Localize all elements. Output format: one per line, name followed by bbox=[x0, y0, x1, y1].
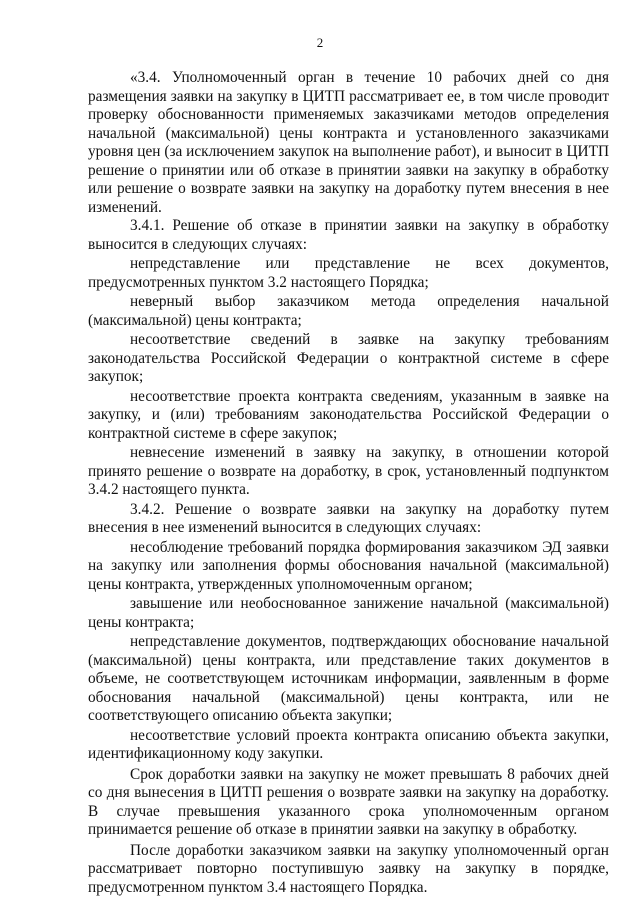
paragraph-after-revision: После доработки заказчиком заявки на закупку уполномоченный орган рассматривает повторно поступившую заявку на закупку в порядке, предусмотренном пунктом 3.4 настоящего Порядка. bbox=[88, 841, 609, 896]
paragraph-3-4-1: 3.4.1. Решение об отказе в принятии заявки на закупку в обработку выносится в следующих случаях: bbox=[88, 217, 609, 253]
list-item: несоответствие проекта контракта сведениям, указанным в заявке на закупку, и (или) требованиям законодательства Российской Федерации о контрактной системе в сфере закупок; bbox=[88, 387, 609, 442]
paragraph-3-4-2: 3.4.2. Решение о возврате заявки на закупку на доработку путем внесения в нее изменений выносится в следующих случаях: bbox=[88, 500, 609, 536]
page-number: 2 bbox=[316, 35, 324, 50]
list-item: невнесение изменений в заявку на закупку, в отношении которой принято решение о возврате на доработку, в срок, установленный подпунктом 3.4.2 настоящего пункта. bbox=[88, 444, 609, 498]
list-item: несоответствие сведений в заявке на закупку требованиям законодательства Российской Федерации о контрактной системе в сфере закупок; bbox=[88, 331, 609, 385]
list-item: непредставление документов, подтверждающих обоснование начальной (максимальной) цены контракта, или представление таких документов в объеме, не соответствующем источникам информации, заявленным в форме обоснования начальной (максимальной) цены контракта, или не соответствующего описанию объекта закупки; bbox=[88, 633, 609, 724]
list-item: несоответствие условий проекта контракта описанию объекта закупки, идентификационному коду закупки. bbox=[88, 726, 609, 762]
paragraph-3-4: «3.4. Уполномоченный орган в течение 10 рабочих дней со дня размещения заявки на закупку в ЦИТП рассматривает ее, в том числе проводит проверку обоснованности применяемых заказчиками методов определения начальной (максимальной) цены контракта и установленного заказчиками уровня цен (за исключением закупок на выполнение работ), и выносит в ЦИТП решение о принятии или об отказе в принятии заявки на закупку в обработку или решение о возврате заявки на закупку на доработку путем внесения в нее изменений. bbox=[88, 69, 609, 216]
list-item: неверный выбор заказчиком метода определения начальной (максимальной) цены контракта; bbox=[88, 293, 609, 329]
list-item: несоблюдение требований порядка формирования заказчиком ЭД заявки на закупку или заполнения формы обоснования начальной (максимальной) цены контракта, утвержденных уполномоченным органом; bbox=[88, 538, 609, 593]
list-item: завышение или необоснованное занижение начальной (максимальной) цены контракта; bbox=[88, 595, 609, 631]
list-item: непредставление или представление не всех документов, предусмотренных пунктом 3.2 настоящего Порядка; bbox=[88, 255, 609, 291]
paragraph-revision-deadline: Срок доработки заявки на закупку не может превышать 8 рабочих дней со дня вынесения в ЦИТП решения о возврате заявки на закупку на доработку. В случае превышения указанного срока уполномоченным органом принимается решение об отказе в принятии заявки на закупку в обработку. bbox=[88, 765, 609, 838]
document-body bbox=[88, 69, 609, 897]
